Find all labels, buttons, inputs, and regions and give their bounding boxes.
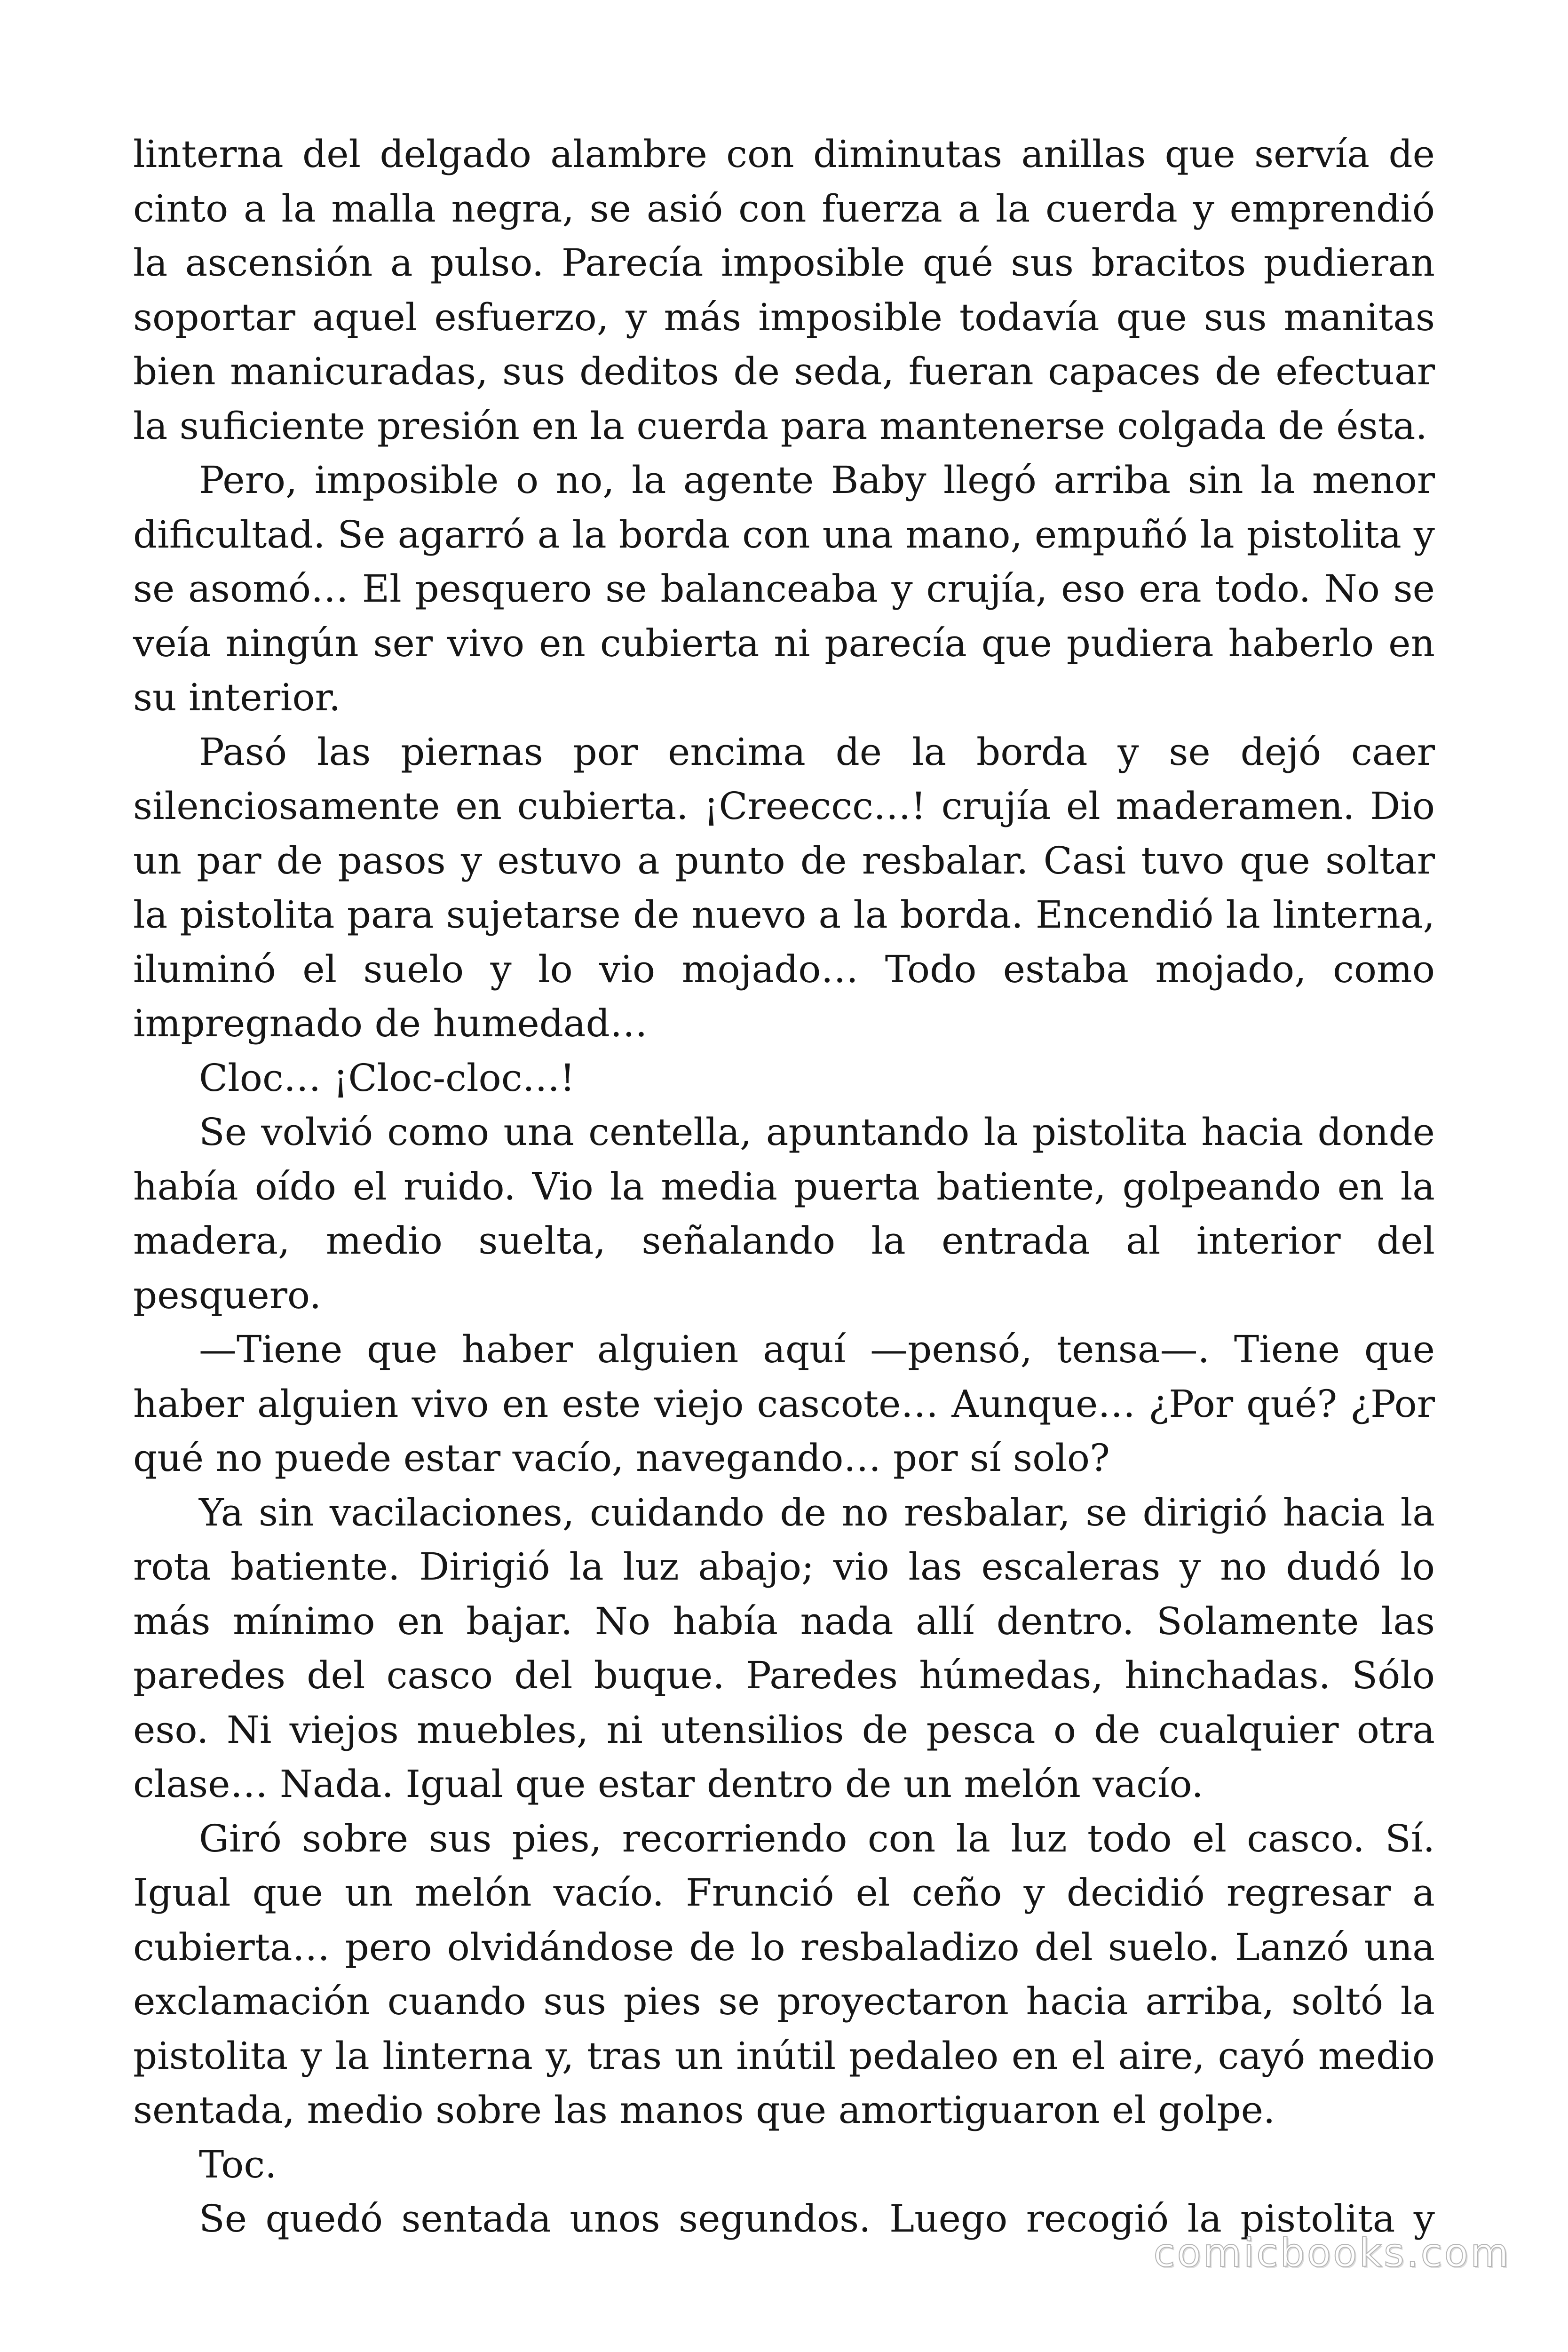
paragraph-10-last-line: Se quedó sentada unos segundos. Luego recogió la pistolita y <box>199 2197 1435 2241</box>
watermark: comicbooks.com <box>1153 2230 1511 2276</box>
paragraph-8: Giró sobre sus pies, recorriendo con la luz todo el casco. Sí. Igual que un melón vacío. Frunció el ceño y decidió regresar a cubierta… pero olvidándose de lo resbaladizo del suelo. Lanzó una exclamación cuando sus pies se proyectaron hacia arriba, soltó la pistolita y la linterna y, tras un inútil pedaleo en el aire, cayó medio sentada, medio sobre las manos que amortiguaron el golpe. <box>133 1816 1435 2132</box>
paragraph-3: Pasó las piernas por encima de la borda y se dejó caer silenciosamente en cubierta. ¡Creeccc…! crujía el maderamen. Dio un par de pasos y estuvo a punto de resbalar. Casi tuvo que soltar la pistolita para sujetarse de nuevo a la borda. Encendió la linterna, iluminó el suelo y lo vio mojado… Todo estaba mojado, como impregnado de humedad… <box>133 730 1435 1045</box>
paragraph-4: Cloc… ¡Cloc-cloc…! <box>199 1056 575 1100</box>
paragraph-9: Toc. <box>199 2142 277 2186</box>
paragraph-1: linterna del delgado alambre con diminutas anillas que servía de cinto a la malla negra, se asió con fuerza a la cuerda y emprendió la ascensión a pulso. Parecía imposible qué sus bracitos pudieran soportar aquel esfuerzo, y más imposible todavía que sus manitas bien manicuradas, sus deditos de seda, fueran capaces de efectuar la suficiente presión en la cuerda para mantenerse colgada de ésta. <box>133 132 1435 448</box>
paragraph-6: —Tiene que haber alguien aquí —pensó, tensa—. Tiene que haber alguien vivo en este viejo cascote… Aunque… ¿Por qué? ¿Por qué no puede estar vacío, navegando… por sí solo? <box>133 1327 1435 1480</box>
paragraph-2: Pero, imposible o no, la agente Baby llegó arriba sin la menor dificultad. Se agarró a la borda con una mano, empuñó la pistolita y se asomó… El pesquero se balanceaba y crujía, eso era todo. No se veía ningún ser vivo en cubierta ni parecía que pudiera haberlo en su interior. <box>133 458 1435 719</box>
paragraph-7: Ya sin vacilaciones, cuidando de no resbalar, se dirigió hacia la rota batiente. Dirigió la luz abajo; vio las escaleras y no dudó lo más mínimo en bajar. No había nada allí dentro. Solamente las paredes del casco del buque. Paredes húmedas, hinchadas. Sólo eso. Ni viejos muebles, ni utensilios de pesca o de cualquier otra clase… Nada. Igual que estar dentro de un melón vacío. <box>133 1490 1435 1806</box>
body-text <box>133 127 1435 2246</box>
paragraph-5: Se volvió como una centella, apuntando la pistolita hacia donde había oído el ruido. Vio la media puerta batiente, golpeando en la madera, medio suelta, señalando la entrada al interior del pesquero. <box>133 1110 1435 1317</box>
